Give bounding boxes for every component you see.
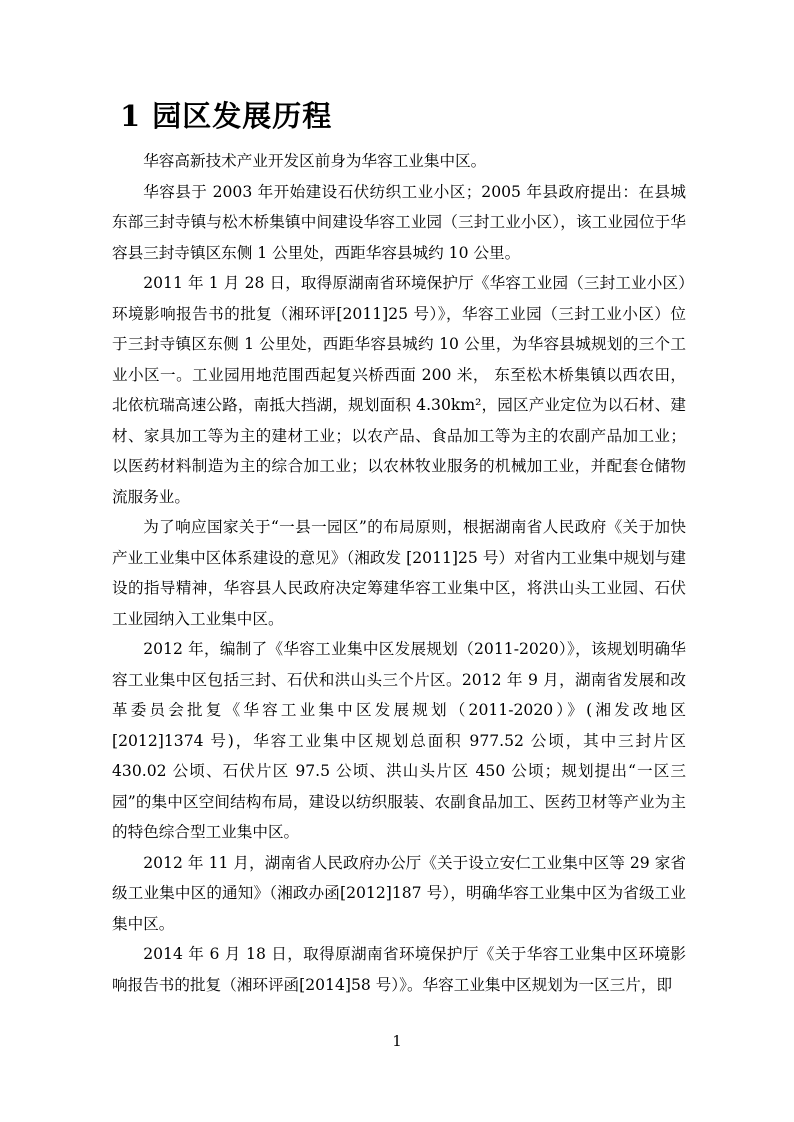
paragraph-intro: 华容高新技术产业开发区前身为华容工业集中区。 [143, 152, 487, 170]
paragraph-2012-plan: 2012 年，编制了《华容工业集中区发展规划（2011-2020）》，该规划明确华容工业集中区包括三封、石伏和洪山头三个片区。2012 年 9 月，湖南省发展和改革委员会批复《华容工业集中区发展规划（2011-2020）》(湘发改地区[2012]1374 号)，华容工业集中区规划总面积 977.52 公顷，其中三封片区 430.02 公顷、石伏片区 97.5 公顷、洪山头片区 450 公顷；规划提出“一区三园”的集中区空间结构布局，建设以纺织服装、农副食品加工、医药卫材等产业为主的特色综合型工业集中区。 [112, 640, 686, 841]
section-number: 1 [120, 99, 142, 133]
body-text [112, 146, 686, 1000]
section-heading [120, 96, 332, 136]
section-title: 园区发展历程 [152, 99, 333, 133]
page-number: 1 [392, 1032, 402, 1050]
paragraph-2014: 2014 年 6 月 18 日，取得原湖南省环境保护厅《关于华容工业集中区环境影响报告书的批复（湘环评函[2014]58 号）》。华容工业集中区规划为一区三片，即 [112, 945, 686, 994]
paragraph-one-county-one-park: 为了响应国家关于“一县一园区”的布局原则，根据湖南省人民政府《关于加快产业工业集中区体系建设的意见》（湘政发 [2011]25 号）对省内工业集中规划与建设的指导精神，华容县人民政府决定筹建华容工业集中区，将洪山头工业园、石伏工业园纳入工业集中区。 [112, 518, 686, 628]
paragraph-2012-nov: 2012 年 11 月，湖南省人民政府办公厅《关于设立安仁工业集中区等 29 家省级工业集中区的通知》（湘政办函[2012]187 号），明确华容工业集中区为省级工业集中区。 [112, 853, 686, 933]
paragraph-2003: 华容县于 2003 年开始建设石伏纺织工业小区；2005 年县政府提出：在县城东部三封寺镇与松木桥集镇中间建设华容工业园（三封工业小区），该工业园位于华容县三封寺镇区东侧 1 公里处，西距华容县城约 10 公里。 [112, 182, 686, 262]
paragraph-2011: 2011 年 1 月 28 日，取得原湖南省环境保护厅《华容工业园（三封工业小区）环境影响报告书的批复（湘环评[2011]25 号）》，华容工业园（三封工业小区）位于三封寺镇区东侧 1 公里处，西距华容县城约 10 公里，为华容县城规划的三个工业小区一。工业园用地范围西起复兴桥西面 200 米， 东至松木桥集镇以西农田，北依杭瑞高速公路，南抵大挡湖，规划面积 4.30km²，园区产业定位为以石材、建材、家具加工等为主的建材工业；以农产品、食品加工等为主的农副产品加工业；以医药材料制造为主的综合加工业；以农林牧业服务的机械加工业，并配套仓储物流服务业。 [112, 274, 686, 506]
